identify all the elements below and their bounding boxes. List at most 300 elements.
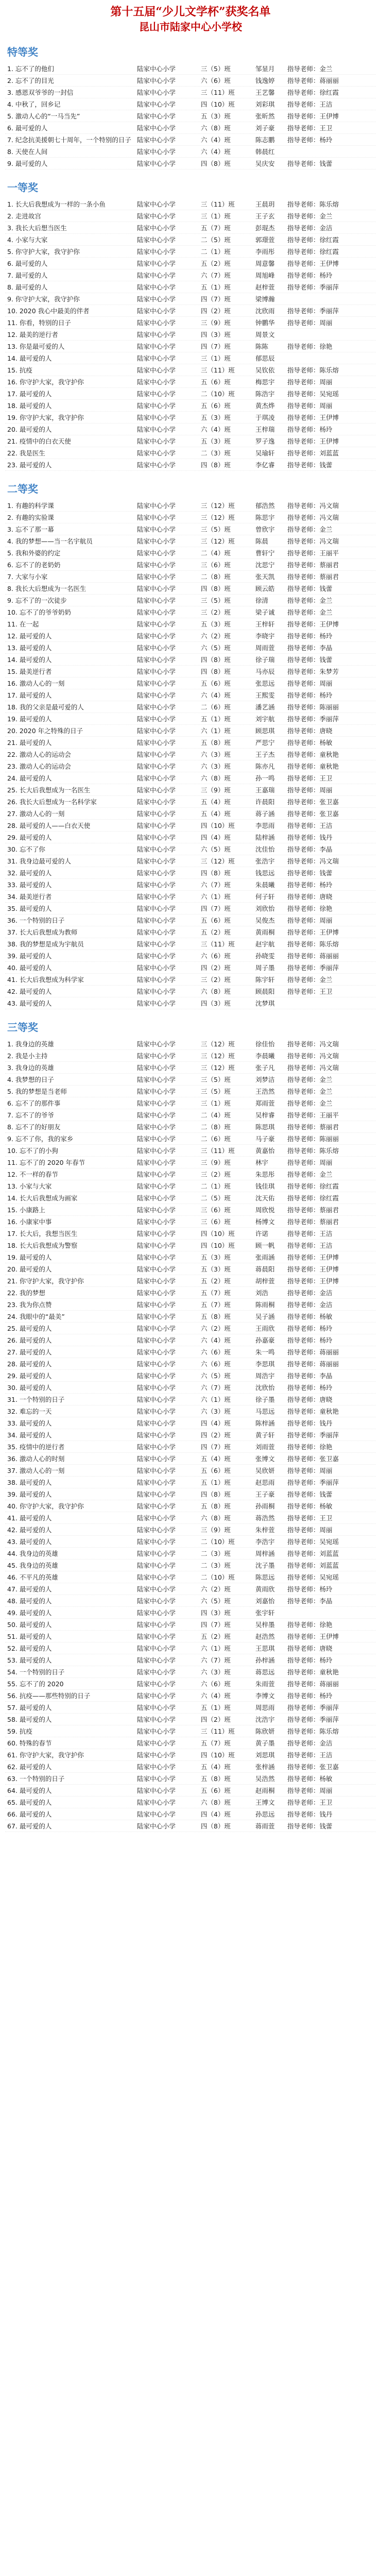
entry-school: 陆家中心小学 [137, 1159, 176, 1166]
entry-school: 陆家中心小学 [137, 1040, 176, 1048]
list-item [5, 618, 376, 630]
list-item [5, 1690, 376, 1702]
entry-title: 23. 最可爱的人 [7, 461, 52, 469]
entry-title: 4. 中秋了，回乡记 [7, 100, 61, 108]
entry-school: 陆家中心小学 [137, 644, 176, 652]
entry-author: 陈晨 [255, 537, 269, 545]
list-item [5, 535, 376, 547]
entry-school: 陆家中心小学 [137, 1656, 176, 1664]
entry-grade: 五（7）班 [201, 1739, 231, 1747]
award-sections [5, 44, 376, 1832]
entry-title: 22. 我是医生 [7, 449, 45, 457]
entry-title: 15. 小康路上 [7, 1206, 45, 1214]
list-item [5, 1488, 376, 1500]
entry-school: 陆家中心小学 [137, 502, 176, 510]
entry-teacher: 指导老师：李晶 [287, 845, 333, 853]
entry-grade: 六（4）班 [201, 136, 231, 144]
entry-school: 陆家中心小学 [137, 414, 176, 421]
entry-school: 陆家中心小学 [137, 1099, 176, 1107]
entry-title: 2. 有趣的实验课 [7, 514, 54, 521]
entry-author: 许晨阳 [255, 798, 275, 806]
entry-author: 赵雨桐 [255, 1787, 275, 1794]
entry-school: 陆家中心小学 [137, 1573, 176, 1581]
list-item [5, 1240, 376, 1251]
entry-teacher: 指导老师：金洁 [287, 1739, 333, 1747]
entry-teacher: 指导老师：徐艳 [287, 905, 333, 912]
entry-grade: 三（11）班 [201, 89, 235, 96]
list-item [5, 1642, 376, 1654]
entry-teacher: 指导老师：蔡丽君 [287, 1206, 339, 1214]
entry-title: 15. 抗疫 [7, 366, 32, 374]
entry-author: 周景文 [255, 331, 275, 338]
list-item [5, 435, 376, 447]
entry-teacher: 指导老师：王洁 [287, 1230, 333, 1238]
entry-grade: 三（12）班 [201, 1052, 235, 1060]
entry-grade: 四（3）班 [201, 1609, 231, 1617]
entry-author: 沈欣怡 [255, 1384, 275, 1392]
entry-author: 李思雨 [255, 822, 275, 829]
entry-teacher: 指导老师：钱蕾 [287, 585, 333, 592]
entry-author: 梁子诚 [255, 608, 275, 616]
entry-title: 48. 最可爱的人 [7, 1597, 52, 1605]
section-heading: 特等奖 [7, 46, 38, 58]
entry-author: 陈思琪 [255, 1123, 275, 1131]
entry-school: 陆家中心小学 [137, 1076, 176, 1083]
entry-teacher: 指导老师：金洁 [287, 1301, 333, 1309]
entry-author: 孙嘉豪 [255, 1336, 275, 1344]
entry-grade: 三（12）班 [201, 514, 235, 521]
entry-title: 14. 最可爱的人 [7, 354, 52, 362]
entry-teacher: 指导老师：王伊博 [287, 1265, 339, 1273]
entry-title: 30. 忘不了你 [7, 845, 45, 853]
entry-title: 19. 最可爱的人 [7, 715, 52, 723]
entry-school: 陆家中心小学 [137, 762, 176, 770]
entry-grade: 六（8）班 [201, 1799, 231, 1806]
entry-grade: 五（2）班 [201, 1633, 231, 1640]
entry-teacher: 指导老师：冯文瑞 [287, 1052, 339, 1060]
entry-title: 7. 纪念抗美援朝七十周年，一个特别的日子 [7, 136, 131, 144]
entry-title: 5. 我和外婆的约定 [7, 549, 61, 557]
entry-teacher: 指导老师：周丽 [287, 786, 333, 794]
entry-teacher: 指导老师：王卫 [287, 774, 333, 782]
entry-teacher: 指导老师：杨玲 [287, 1384, 333, 1392]
entry-school: 陆家中心小学 [137, 691, 176, 699]
entry-teacher: 指导老师：冯文瑞 [287, 502, 339, 510]
entry-author: 刘嘉怡 [255, 1597, 275, 1605]
entry-school: 陆家中心小学 [137, 869, 176, 877]
entry-author: 张宇轩 [255, 1609, 275, 1617]
entry-grade: 五（7）班 [201, 1289, 231, 1297]
entry-grade: 三（2）班 [201, 608, 231, 616]
entry-author: 孙思远 [255, 1810, 275, 1818]
entry-author: 郑雨萱 [255, 1099, 275, 1107]
entry-grade: 二（1）班 [201, 248, 231, 256]
entry-teacher: 指导老师：杨玲 [287, 1336, 333, 1344]
entry-school: 陆家中心小学 [137, 597, 176, 604]
list-item [5, 98, 376, 110]
entry-school: 陆家中心小学 [137, 272, 176, 279]
list-item [5, 158, 376, 170]
entry-teacher: 指导老师：王卫 [287, 124, 333, 132]
entry-author: 赵宇航 [255, 940, 275, 948]
entry-grade: 五（8）班 [201, 1502, 231, 1510]
entry-author: 邹显月 [255, 65, 275, 73]
entry-teacher: 指导老师：王洁 [287, 1242, 333, 1249]
entry-grade: 二（10）班 [201, 1538, 235, 1546]
entry-grade: 六（7）班 [201, 881, 231, 889]
list-item [5, 329, 376, 341]
list-item [5, 281, 376, 293]
entry-author: 蒋浩然 [255, 1514, 275, 1522]
entry-teacher: 指导老师：杨敏 [287, 1313, 333, 1320]
entry-author: 陈志鹏 [255, 136, 275, 144]
entry-title: 38. 我的梦想是成为宇航员 [7, 940, 84, 948]
list-item [5, 512, 376, 523]
entry-teacher: 指导老师：刘蓝蓝 [287, 1550, 339, 1557]
list-item [5, 75, 376, 87]
entry-school: 陆家中心小学 [137, 1194, 176, 1202]
award-section [5, 481, 376, 1009]
entry-school: 陆家中心小学 [137, 212, 176, 220]
entry-author: 朱雨萱 [255, 1680, 275, 1688]
entry-title: 9. 最可爱的人 [7, 160, 48, 167]
entry-author: 黄杰烨 [255, 402, 275, 410]
list-item [5, 222, 376, 234]
entry-author: 马亦辰 [255, 668, 275, 675]
entry-teacher: 指导老师：钱丹 [287, 834, 333, 841]
entry-teacher: 指导老师：唐晓 [287, 727, 333, 735]
entry-title: 14. 长大后我想成为画家 [7, 1194, 78, 1202]
entry-teacher: 指导老师：金洁 [287, 224, 333, 232]
entry-school: 陆家中心小学 [137, 1645, 176, 1652]
entry-title: 30. 最可爱的人 [7, 1384, 52, 1392]
entry-school: 陆家中心小学 [137, 1609, 176, 1617]
entry-teacher: 指导老师：杨玲 [287, 136, 333, 144]
list-item [5, 1074, 376, 1086]
entry-author: 蒋晨阳 [255, 1265, 275, 1273]
entry-title: 28. 最可爱的人——白衣天使 [7, 822, 91, 829]
entry-grade: 五（3）班 [201, 437, 231, 445]
entry-grade: 五（8）班 [201, 1313, 231, 1320]
entry-school: 陆家中心小学 [137, 1384, 176, 1392]
entry-grade: 六（7）班 [201, 1384, 231, 1392]
entry-school: 陆家中心小学 [137, 668, 176, 675]
entry-teacher: 指导老师：童秋艳 [287, 751, 339, 758]
list-item [5, 423, 376, 435]
list-item [5, 1808, 376, 1820]
entry-grade: 六（8）班 [201, 988, 231, 995]
entry-grade: 三（5）班 [201, 597, 231, 604]
entry-grade: 六（1）班 [201, 727, 231, 735]
entry-grade: 六（7）班 [201, 1656, 231, 1664]
list-item [5, 701, 376, 713]
list-item [5, 1251, 376, 1263]
entry-author: 黄子墨 [255, 1739, 275, 1747]
entry-teacher: 指导老师：周丽 [287, 1159, 333, 1166]
entry-grade: 六（3）班 [201, 751, 231, 758]
entry-author: 朱晨曦 [255, 881, 275, 889]
entry-school: 陆家中心小学 [137, 857, 176, 865]
entry-title: 40. 你守护大家，我守护你 [7, 1502, 84, 1510]
entry-grade: 五（7）班 [201, 224, 231, 232]
entry-school: 陆家中心小学 [137, 390, 176, 398]
list-item [5, 1725, 376, 1737]
entry-title: 33. 最可爱的人 [7, 881, 52, 889]
entry-grade: 五（3）班 [201, 1253, 231, 1261]
list-item [5, 749, 376, 760]
entry-grade: 三（6）班 [201, 1218, 231, 1226]
list-item [5, 689, 376, 701]
entry-teacher: 指导老师：周丽 [287, 319, 333, 327]
entry-school: 陆家中心小学 [137, 1633, 176, 1640]
entry-teacher: 指导老师：王伊博 [287, 414, 339, 421]
entry-grade: 五（3）班 [201, 1265, 231, 1273]
entry-title: 40. 最可爱的人 [7, 964, 52, 972]
list-item [5, 1180, 376, 1192]
entry-author: 李思琪 [255, 1360, 275, 1368]
entry-title: 23. 激动人心的运动会 [7, 762, 71, 770]
list-item [5, 642, 376, 654]
entry-title: 9. 忘不了的一次徒步 [7, 597, 67, 604]
entry-school: 陆家中心小学 [137, 940, 176, 948]
entry-grade: 六（2）班 [201, 1325, 231, 1332]
entry-school: 陆家中心小学 [137, 124, 176, 132]
list-item [5, 122, 376, 134]
list-item [5, 926, 376, 938]
entry-title: 41. 长大后我想成为科学家 [7, 976, 84, 984]
entry-author: 张思远 [255, 680, 275, 687]
entry-teacher: 指导老师：杨敏 [287, 1775, 333, 1783]
list-item [5, 630, 376, 642]
entry-teacher: 指导老师：季丽萍 [287, 1479, 339, 1486]
list-item [5, 1595, 376, 1607]
entry-author: 钱思远 [255, 869, 275, 877]
entry-teacher: 指导老师：陈丽丽 [287, 1135, 339, 1143]
entry-teacher: 指导老师：季丽萍 [287, 1704, 339, 1711]
entry-school: 陆家中心小学 [137, 1550, 176, 1557]
entry-grade: 五（2）班 [201, 928, 231, 936]
entry-school: 陆家中心小学 [137, 1562, 176, 1569]
entry-author: 沈欣雨 [255, 307, 275, 315]
entry-title: 55. 忘不了的 2020 [7, 1680, 64, 1688]
entry-school: 陆家中心小学 [137, 1585, 176, 1593]
entry-author: 吴瑜轩 [255, 449, 275, 457]
list-item [5, 1133, 376, 1145]
entry-author: 周子墨 [255, 964, 275, 972]
list-item [5, 198, 376, 210]
list-item [5, 1749, 376, 1761]
list-item [5, 1453, 376, 1465]
entry-title: 16. 激动人心的一刻 [7, 680, 65, 687]
entry-grade: 二（8）班 [201, 573, 231, 581]
list-item [5, 938, 376, 950]
entry-teacher: 指导老师：陈乐熔 [287, 1727, 339, 1735]
entry-school: 陆家中心小学 [137, 1727, 176, 1735]
entry-title: 21. 你守护大家，我守护你 [7, 1277, 84, 1285]
entry-grade: 三（12）班 [201, 1064, 235, 1072]
entry-title: 9. 你守护大家，我守护你 [7, 295, 80, 303]
entry-teacher: 指导老师：周丽 [287, 1787, 333, 1794]
entry-title: 32. 难忘的一天 [7, 1408, 52, 1415]
entry-title: 10. 2020 我心中最美的伴者 [7, 307, 90, 315]
entry-grade: 三（9）班 [201, 319, 231, 327]
entry-teacher: 指导老师：杨玲 [287, 1656, 333, 1664]
entry-author: 严思宁 [255, 739, 275, 747]
entry-title: 13. 小家与大家 [7, 1182, 52, 1190]
list-item [5, 654, 376, 666]
entry-teacher: 指导老师：刘蓝蓝 [287, 1562, 339, 1569]
entry-title: 14. 最可爱的人 [7, 656, 52, 664]
entry-teacher: 指导老师：钱蕾 [287, 461, 333, 469]
entry-title: 7. 大家与小家 [7, 573, 48, 581]
list-item [5, 523, 376, 535]
list-item [5, 1192, 376, 1204]
entry-title: 19. 最可爱的人 [7, 1253, 52, 1261]
list-item [5, 1370, 376, 1382]
entry-school: 陆家中心小学 [137, 822, 176, 829]
entry-title: 1. 我身边的英雄 [7, 1040, 54, 1048]
entry-author: 沈梦琪 [255, 999, 275, 1007]
entry-school: 陆家中心小学 [137, 1182, 176, 1190]
entry-school: 陆家中心小学 [137, 1123, 176, 1131]
entry-school: 陆家中心小学 [137, 200, 176, 208]
entry-grade: 六（6）班 [201, 1680, 231, 1688]
entry-grade: 四（8）班 [201, 1822, 231, 1830]
list-item [5, 666, 376, 677]
entry-title: 20. 最可爱的人 [7, 1265, 52, 1273]
entry-author: 曹轩宁 [255, 549, 275, 557]
entry-teacher: 指导老师：金兰 [287, 65, 333, 73]
entry-school: 陆家中心小学 [137, 1408, 176, 1415]
entry-title: 16. 你守护大家，我守护你 [7, 378, 84, 386]
entry-teacher: 指导老师：王伊博 [287, 928, 339, 936]
entry-teacher: 指导老师：刘蓝蓝 [287, 449, 339, 457]
entry-title: 51. 最可爱的人 [7, 1633, 52, 1640]
entry-title: 66. 最可爱的人 [7, 1810, 52, 1818]
entry-grade: 六（8）班 [201, 774, 231, 782]
list-item [5, 1086, 376, 1097]
entry-teacher: 指导老师：王卫 [287, 1514, 333, 1522]
entry-title: 10. 忘不了的小狗 [7, 1147, 58, 1155]
entry-teacher: 指导老师：季丽萍 [287, 1431, 339, 1439]
entry-teacher: 指导老师：童秋艳 [287, 1408, 339, 1415]
entry-grade: 四（7）班 [201, 1443, 231, 1451]
list-item [5, 341, 376, 352]
entry-grade: 五（1）班 [201, 283, 231, 291]
entry-title: 47. 最可爱的人 [7, 1585, 52, 1593]
entry-author: 陈宇轩 [255, 976, 275, 984]
entry-grade: 五（6）班 [201, 402, 231, 410]
entry-teacher: 指导老师：王伊博 [287, 1253, 339, 1261]
entry-grade: 六（6）班 [201, 952, 231, 960]
entry-grade: 六（2）班 [201, 632, 231, 640]
entry-author: 孙梓涵 [255, 1656, 275, 1664]
entry-teacher: 指导老师：蔡丽君 [287, 1218, 339, 1226]
entry-school: 陆家中心小学 [137, 331, 176, 338]
entry-title: 64. 最可爱的人 [7, 1787, 52, 1794]
entry-teacher: 指导老师：唐晓 [287, 1396, 333, 1403]
entry-title: 58. 最可爱的人 [7, 1716, 52, 1723]
entry-teacher: 指导老师：陈乐熔 [287, 200, 339, 208]
entry-teacher: 指导老师：周丽 [287, 1526, 333, 1534]
entry-title: 5. 激动人心的“一马当先” [7, 112, 80, 120]
entry-author: 孙雨桐 [255, 1502, 275, 1510]
entry-grade: 五（6）班 [201, 680, 231, 687]
entry-title: 41. 最可爱的人 [7, 1514, 52, 1522]
entry-title: 42. 最可爱的人 [7, 988, 52, 995]
entry-grade: 三（2）班 [201, 976, 231, 984]
list-item [5, 293, 376, 305]
entry-teacher: 指导老师：朱梦芳 [287, 668, 339, 675]
entry-grade: 三（12）班 [201, 502, 235, 510]
entry-grade: 六（4）班 [201, 148, 231, 156]
entry-school: 陆家中心小学 [137, 1431, 176, 1439]
entry-author: 王熙雯 [255, 691, 275, 699]
entry-school: 陆家中心小学 [137, 1739, 176, 1747]
entry-school: 陆家中心小学 [137, 260, 176, 267]
entry-teacher: 指导老师：季丽萍 [287, 307, 339, 315]
entry-author: 李雨彤 [255, 248, 275, 256]
entry-title: 39. 最可爱的人 [7, 952, 52, 960]
entry-author: 王晨玥 [255, 200, 275, 208]
list-item [5, 1216, 376, 1228]
entry-school: 陆家中心小学 [137, 1443, 176, 1451]
entry-grade: 四（7）班 [201, 343, 231, 350]
list-item [5, 547, 376, 559]
entry-author: 杨博文 [255, 1218, 275, 1226]
entry-author: 潘艺涵 [255, 703, 275, 711]
entry-school: 陆家中心小学 [137, 1502, 176, 1510]
entry-title: 27. 激动人心的一刻 [7, 810, 65, 818]
entry-school: 陆家中心小学 [137, 608, 176, 616]
entry-school: 陆家中心小学 [137, 774, 176, 782]
entry-teacher: 指导老师：王洁 [287, 100, 333, 108]
entry-author: 何子轩 [255, 893, 275, 901]
list-item [5, 1548, 376, 1560]
entry-author: 徐子瑞 [255, 656, 275, 664]
entry-author: 陈雨桐 [255, 1301, 275, 1309]
entry-title: 2. 我是小主持 [7, 1052, 48, 1060]
entry-title: 20. 最可爱的人 [7, 426, 52, 433]
entry-author: 韩晨红 [255, 148, 275, 156]
entry-author: 郁思辰 [255, 354, 275, 362]
entry-school: 陆家中心小学 [137, 1206, 176, 1214]
entry-title: 19. 你守护大家，我守护你 [7, 414, 84, 421]
list-item [5, 867, 376, 879]
list-item [5, 855, 376, 867]
entry-author: 黄嘉怡 [255, 1147, 275, 1155]
entry-school: 陆家中心小学 [137, 1336, 176, 1344]
entry-school: 陆家中心小学 [137, 1372, 176, 1380]
entry-title: 1. 有趣的科学课 [7, 502, 54, 510]
entry-title: 12. 最美的逆行者 [7, 331, 58, 338]
list-item [5, 760, 376, 772]
entry-grade: 五（4）班 [201, 1763, 231, 1771]
list-item [5, 1168, 376, 1180]
entry-author: 郭璟萱 [255, 236, 275, 244]
entry-teacher: 指导老师：杨玲 [287, 272, 333, 279]
list-item [5, 1334, 376, 1346]
entry-author: 赵思雨 [255, 1479, 275, 1486]
entry-author: 沈思宁 [255, 561, 275, 569]
entry-teacher: 指导老师：杨敏 [287, 1502, 333, 1510]
entry-school: 陆家中心小学 [137, 283, 176, 291]
list-item [5, 1536, 376, 1548]
entry-author: 陆梓涵 [255, 834, 275, 841]
list-item [5, 210, 376, 222]
list-item [5, 87, 376, 98]
entry-grade: 四（8）班 [201, 668, 231, 675]
